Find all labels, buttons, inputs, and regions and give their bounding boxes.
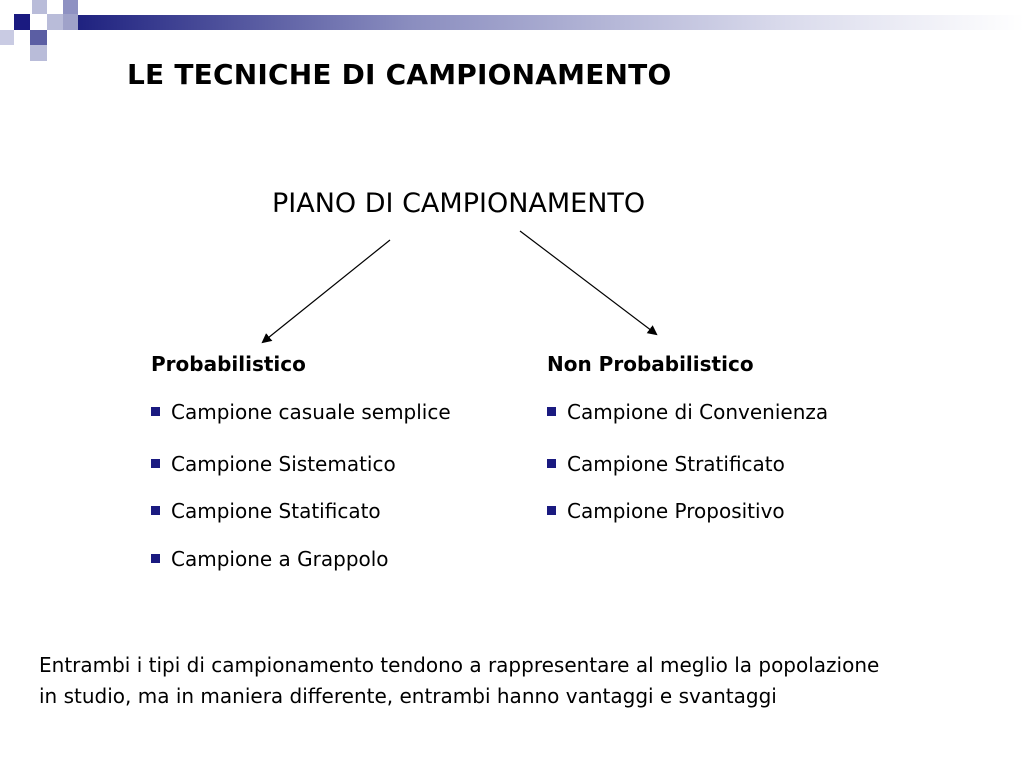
decor-square bbox=[63, 0, 78, 14]
footer-line: in studio, ma in maniera differente, entrambi hanno vantaggi e svantaggi bbox=[39, 684, 777, 708]
footer-line: Entrambi i tipi di campionamento tendono a rappresentare al meglio la popolazione bbox=[39, 653, 880, 677]
decor-square bbox=[14, 14, 30, 30]
bullet-square-icon bbox=[151, 407, 160, 416]
footer-text bbox=[39, 650, 1024, 712]
slide-subtitle: PIANO DI CAMPIONAMENTO bbox=[272, 188, 646, 219]
list-item: Campione a Grappolo bbox=[151, 545, 389, 573]
arrow-right bbox=[520, 231, 656, 334]
list-item: Campione Statificato bbox=[151, 497, 381, 525]
bullet-square-icon bbox=[547, 407, 556, 416]
decor-square bbox=[47, 14, 63, 30]
list-item: Campione Propositivo bbox=[547, 497, 785, 525]
bullet-square-icon bbox=[151, 506, 160, 515]
slide-title: LE TECNICHE DI CAMPIONAMENTO bbox=[127, 58, 672, 91]
non-probabilistic-column bbox=[547, 350, 829, 523]
arrow-left bbox=[263, 240, 390, 342]
decor-square bbox=[0, 30, 14, 45]
bullet-square-icon bbox=[547, 506, 556, 515]
list-item: Campione casuale semplice bbox=[151, 398, 451, 426]
non-probabilistic-heading: Non Probabilistico bbox=[547, 352, 754, 376]
probabilistic-column bbox=[151, 350, 451, 571]
bullet-square-icon bbox=[151, 459, 160, 468]
list-item: Campione Sistematico bbox=[151, 450, 396, 478]
decor-square bbox=[30, 30, 47, 45]
decor-square bbox=[63, 14, 78, 30]
list-item: Campione di Convenienza bbox=[547, 398, 828, 426]
list-item: Campione Stratificato bbox=[547, 450, 785, 478]
decor-square bbox=[32, 0, 47, 14]
decor-square bbox=[30, 45, 47, 61]
header-gradient-bar bbox=[78, 15, 1024, 30]
bullet-square-icon bbox=[151, 554, 160, 563]
bullet-square-icon bbox=[547, 459, 556, 468]
probabilistic-heading: Probabilistico bbox=[151, 352, 306, 376]
